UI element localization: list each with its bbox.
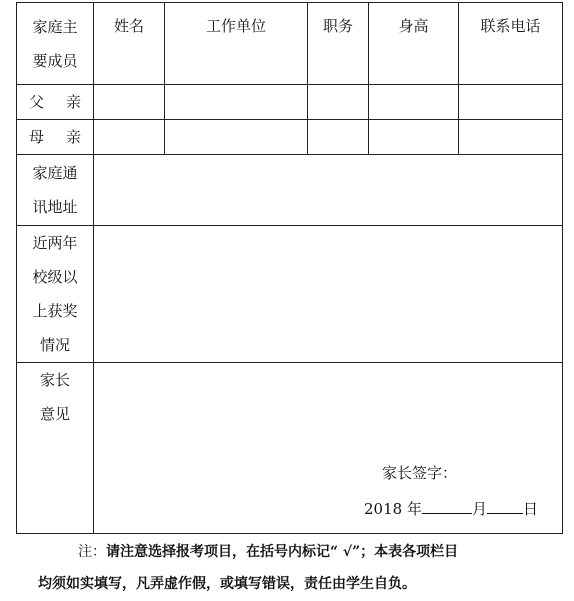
awards-row: [17, 226, 563, 363]
awards-label-line4: 情况: [39, 336, 70, 354]
father-row: [17, 85, 563, 120]
address-label-line2: 讯地址: [32, 198, 78, 216]
date-line: [364, 499, 538, 519]
opinion-label-line2: 意见: [39, 405, 70, 423]
address-label: [17, 155, 94, 226]
date-year-label: 2018 年: [364, 500, 422, 518]
header-phone: 联系电话: [459, 3, 563, 85]
father-label: [17, 85, 94, 120]
mother-height-cell[interactable]: [369, 120, 459, 155]
note-line1: [38, 536, 568, 568]
day-blank[interactable]: [487, 499, 523, 514]
mother-name-cell[interactable]: [94, 120, 165, 155]
mother-position-cell[interactable]: [308, 120, 369, 155]
father-position-cell[interactable]: [308, 85, 369, 120]
father-height-cell[interactable]: [369, 85, 459, 120]
month-blank[interactable]: [422, 499, 472, 514]
address-cell[interactable]: [94, 155, 563, 226]
father-label-char1: 父: [28, 93, 44, 111]
awards-label-line2: 校级以: [32, 268, 78, 286]
father-work-cell[interactable]: [165, 85, 308, 120]
date-month-label: 月: [471, 500, 487, 518]
awards-cell[interactable]: [94, 226, 563, 363]
mother-label-char2: 亲: [66, 128, 82, 146]
header-position: 职务: [308, 3, 369, 85]
opinion-cell[interactable]: [94, 363, 563, 534]
mother-row: [17, 120, 563, 155]
address-row: [17, 155, 563, 226]
opinion-label-line1: 家长: [39, 371, 70, 389]
header-work-unit: 工作单位: [165, 3, 308, 85]
opinion-row: [17, 363, 563, 534]
awards-label-line3: 上获奖: [32, 302, 78, 320]
note-line2-text: 均须如实填写，凡弄虚作假，或填写错误，责任由学生自负。: [38, 576, 416, 592]
signature-label: 家长签字：: [382, 464, 458, 482]
mother-label: [17, 120, 94, 155]
header-height: 身高: [369, 3, 459, 85]
family-label-line1: 家庭主: [32, 17, 78, 36]
header-name: 姓名: [94, 3, 165, 85]
form-note: [38, 536, 568, 600]
family-header-row: [17, 3, 563, 85]
awards-label-line1: 近两年: [32, 234, 78, 252]
note-prefix: 注：: [78, 544, 106, 560]
note-line2: [38, 568, 568, 600]
mother-label-char1: 母: [28, 128, 44, 146]
father-label-char2: 亲: [66, 93, 82, 111]
mother-work-cell[interactable]: [165, 120, 308, 155]
family-label-line2: 要成员: [32, 51, 78, 70]
mother-phone-cell[interactable]: [459, 120, 563, 155]
father-name-cell[interactable]: [94, 85, 165, 120]
awards-label: [17, 226, 94, 363]
note-line1-text: 请注意选择报考项目，在括号内标记“ √”；本表各项栏目: [106, 544, 459, 560]
family-members-label: [17, 3, 94, 85]
registration-form-table: [16, 2, 563, 534]
address-label-line1: 家庭通: [32, 164, 78, 182]
date-day-label: 日: [522, 500, 538, 518]
opinion-label: [17, 363, 94, 534]
father-phone-cell[interactable]: [459, 85, 563, 120]
